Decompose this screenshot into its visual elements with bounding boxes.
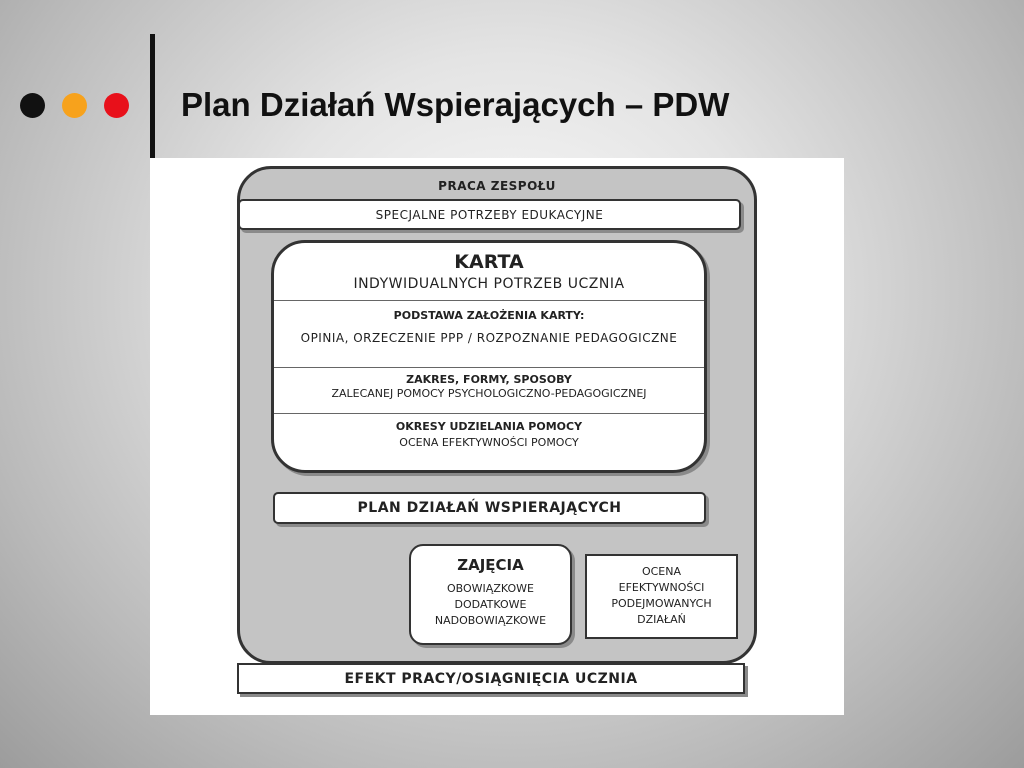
karta-section1-text: OPINIA, ORZECZENIE PPP / ROZPOZNANIE PEDAGOGICZNE — [300, 331, 678, 345]
efekt-label: EFEKT PRACY/OSIĄGNIĘCIA UCZNIA — [344, 671, 638, 687]
zajecia-item-3: NADOBOWIĄZKOWE — [434, 614, 547, 627]
karta-separator-1 — [274, 300, 704, 301]
diagram-figure — [150, 158, 844, 715]
karta-section2-title: ZAKRES, FORMY, SPOSOBY — [406, 373, 572, 386]
dot-orange — [62, 93, 87, 118]
karta-section3-title: OKRESY UDZIELANIA POMOCY — [395, 420, 583, 433]
karta-title: KARTA — [454, 251, 524, 273]
karta-box — [271, 240, 707, 473]
ocena-line-4: DZIAŁAŃ — [637, 613, 686, 626]
spe-label: SPECJALNE POTRZEBY EDUKACYJNE — [375, 208, 604, 222]
karta-section1-title: PODSTAWA ZAŁOŻENIA KARTY: — [393, 309, 585, 322]
team-work-title: PRACA ZESPOŁU — [438, 179, 556, 193]
title-divider — [150, 34, 155, 158]
karta-subtitle: INDYWIDUALNYCH POTRZEB UCZNIA — [353, 276, 625, 292]
dot-red — [104, 93, 129, 118]
karta-separator-3 — [274, 413, 704, 414]
zajecia-item-2: DODATKOWE — [454, 598, 527, 611]
karta-section3-text: OCENA EFEKTYWNOŚCI POMOCY — [399, 436, 579, 449]
ocena-box — [585, 554, 738, 639]
ocena-line-3: PODEJMOWANYCH — [611, 597, 712, 610]
zajecia-title: ZAJĘCIA — [457, 556, 524, 574]
efekt-box — [237, 663, 745, 694]
ocena-line-1: OCENA — [641, 565, 682, 578]
plan-label: PLAN DZIAŁAŃ WSPIERAJĄCYCH — [357, 500, 622, 516]
ocena-line-2: EFEKTYWNOŚCI — [618, 581, 705, 594]
dot-black — [20, 93, 45, 118]
karta-section2-text: ZALECANEJ POMOCY PSYCHOLOGICZNO-PEDAGOGICZNEJ — [331, 387, 647, 400]
zajecia-item-1: OBOWIĄZKOWE — [447, 582, 534, 595]
plan-box — [273, 492, 706, 524]
karta-separator-2 — [274, 367, 704, 368]
zajecia-box — [409, 544, 572, 645]
slide-title: Plan Działań Wspierających – PDW — [181, 86, 730, 123]
spe-box — [238, 199, 741, 230]
